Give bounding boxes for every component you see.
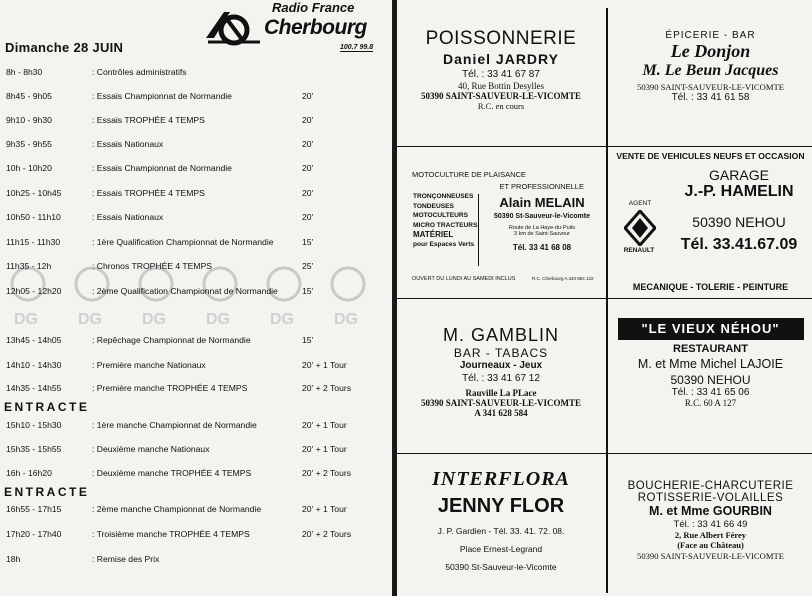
ad-phone: Tél. : 33 41 67 87 [462, 69, 540, 80]
ad-owner: J.-P. HAMELIN [684, 183, 794, 200]
ad-owner: M. et Mme Michel LAJOIE [637, 357, 784, 371]
logo-main-text: Cherbourg [264, 16, 367, 39]
ad-rc: R.C. Cherbourg A 340 884 122 [532, 276, 594, 281]
schedule-row: 16h55 - 17h15 : 2ème manche Championnat de Normandie 20' + 1 Tour [6, 504, 347, 514]
ad-title: "LE VIEUX NÉHOU" [641, 321, 780, 336]
ad-phone: Tél. : 33 41 65 06 [671, 387, 750, 398]
ad-epicerie [609, 30, 812, 103]
schedule-panel [0, 0, 392, 596]
schedule-row: 14h35 - 14h55 : Première manche TROPHÉE 4 TEMPS 20' + 2 Tours [6, 383, 352, 393]
ad-brand: RENAULT [623, 247, 655, 254]
ad-route: Route de La Haye-du-Puits [508, 225, 576, 231]
ad-owner: M. et Mme GOURBIN [649, 504, 772, 518]
ad-title: ÉPICERIE - BAR [665, 30, 756, 41]
ad-vieux-nehou [609, 343, 812, 408]
ad-route: 3 km de Saint-Sauveur [514, 231, 570, 237]
ad-address: Rauville La PLace [465, 388, 537, 398]
schedule-row: 14h10 - 14h30 : Première manche Nationaux 20' + 1 Tour [6, 360, 347, 370]
ad-city: 50390 SAINT-SAUVEUR-LE-VICOMTE [637, 551, 784, 561]
ad-city: 50390 SAINT-SAUVEUR-LE-VICOMTE [421, 398, 581, 408]
ad-shop-name: JENNY FLOR [437, 495, 565, 517]
ad-phone: Tél. 33.41.67.09 [680, 236, 798, 253]
schedule-row: 9h35 - 9h55 : Essais Nationaux 20' [6, 139, 314, 149]
ad-rc: R.C. 60 A 127 [684, 398, 737, 408]
ad-address: Place Ernest-Legrand [459, 544, 543, 554]
radio-logo-icon [204, 8, 262, 46]
divider-horizontal [397, 298, 812, 299]
ad-footer: OUVERT DU LUNDI AU SAMEDI INCLUS [412, 276, 516, 282]
watermark-letter: DG [142, 311, 166, 328]
ad-phone: Tél. : 33 41 66 49 [673, 519, 748, 530]
ad-owner: Daniel JARDRY [443, 51, 559, 67]
schedule-row: 8h - 8h30 : Contrôles administratifs [6, 67, 187, 77]
entracte-label: ENTRACTE [4, 400, 90, 414]
schedule-row: 15h35 - 15h55 : Deuxième manche Nationaux 20' + 1 Tour [6, 444, 347, 454]
ad-city: 50390 NEHOU [670, 373, 751, 387]
ad-interflora [398, 468, 604, 572]
ad-subtitle: Journeaux - Jeux [459, 360, 543, 371]
ad-shop-name: Le Donjon [670, 41, 751, 61]
schedule-row: 11h15 - 11h30 : 1ère Qualification Championnat de Normandie 15' [6, 237, 314, 247]
schedule-row: 15h10 - 15h30 : 1ère manche Championnat de Normandie 20' + 1 Tour [6, 420, 347, 430]
schedule-row: 8h45 - 9h05 : Essais Championnat de Normandie 20' [6, 91, 314, 101]
ad-owner: M. GAMBLIN [442, 325, 559, 345]
ad-rc: A 341 628 584 [474, 408, 528, 418]
ad-title: BOUCHERIE-CHARCUTERIE [627, 480, 794, 492]
schedule-row: 13h45 - 14h05 : Repêchage Championnat de Normandie 15' [6, 335, 314, 345]
ad-city: 50390 St-Sauveur-le-Vicomte [494, 213, 590, 220]
ad-header: MOTOCULTURE DE PLAISANCE [412, 170, 526, 179]
watermark-letter: DG [270, 311, 294, 328]
ad-title: ROTISSERIE-VOLAILLES [637, 492, 784, 504]
schedule-row: 17h20 - 17h40 : Troisième manche TROPHÉE 4 TEMPS 20' + 2 Tours [6, 529, 352, 539]
logo-top-text: Radio France [272, 0, 355, 15]
ad-subtitle: BAR - TABACS [453, 346, 549, 360]
ad-city: 50390 St-Sauveur-le-Vicomte [445, 562, 557, 572]
ad-city: 50390 NEHOU [692, 214, 786, 230]
ad-phone: Tél. : 33 41 67 12 [462, 373, 540, 384]
radio-france-logo [204, 0, 390, 62]
ad-agent: AGENT [628, 200, 652, 207]
ad-city: 50390 SAINT-SAUVEUR-LE-VICOMTE [637, 82, 784, 92]
ad-poissonnerie [398, 28, 604, 111]
ad-address: 2, Rue Albert Férey [674, 530, 747, 540]
ad-address: (Face au Château) [677, 540, 744, 550]
ad-title: INTERFLORA [432, 468, 570, 490]
ad-header: VENTE DE VEHICULES NEUFS ET OCCASION [616, 151, 805, 161]
schedule-row: 9h10 - 9h30 : Essais TROPHÉE 4 TEMPS 20' [6, 115, 314, 125]
ad-product-list: TRONÇONNEUSES TONDEUSES MOTOCULTEURS MICRO TRACTEURS MATÉRIEL pour Espaces Verts [413, 193, 478, 248]
ad-inner-divider [478, 194, 479, 266]
ad-garage [666, 167, 812, 254]
schedule-row: 11h35 - 12h : Chronos TROPHÉE 4 TEMPS 25' [6, 261, 314, 271]
schedule-row: 16h - 16h20 : Deuxième manche TROPHÉE 4 TEMPS 20' + 2 Tours [6, 468, 352, 478]
watermark-letter: DG [206, 311, 230, 328]
schedule-row: 10h - 10h20 : Essais Championnat de Normandie 20' [6, 163, 314, 173]
ad-title: POISSONNERIE [425, 28, 577, 49]
ad-rc: R.C. en cours [477, 101, 525, 111]
watermark-letter: DG [78, 311, 102, 328]
divider-horizontal [397, 453, 812, 454]
ad-address: 40, Rue Bottin Desylles [458, 81, 544, 91]
divider-vertical [606, 8, 608, 593]
ad-gamblin [398, 325, 604, 418]
ad-contact [480, 195, 604, 252]
ad-owner: Alain MELAIN [499, 195, 585, 210]
schedule-row: 12h05 - 12h20 : 2ème Qualification Championnat de Normandie 15' [6, 286, 314, 296]
watermark-letter: DG [14, 311, 38, 328]
ad-gourbin [609, 480, 812, 561]
ad-header: ET PROFESSIONNELLE [499, 182, 584, 191]
ad-phone: Tél. : 33 41 61 58 [671, 92, 750, 103]
logo-frequency: 100.7 99.8 [340, 44, 374, 51]
ad-footer: MECANIQUE - TOLERIE - PEINTURE [632, 282, 789, 292]
entracte-label: ENTRACTE [4, 485, 90, 499]
ad-owner: M. Le Beun Jacques [642, 62, 779, 79]
schedule-row: 18h : Remise des Prix [6, 554, 160, 564]
schedule-row: 10h25 - 10h45 : Essais TROPHÉE 4 TEMPS 20' [6, 188, 314, 198]
ad-subtitle: RESTAURANT [673, 343, 748, 355]
schedule-row: 10h50 - 11h10 : Essais Nationaux 20' [6, 212, 314, 222]
ad-city: 50390 SAINT-SAUVEUR-LE-VICOMTE [421, 91, 581, 101]
divider-horizontal [397, 146, 812, 147]
renault-logo-icon [624, 210, 656, 246]
ad-title: GARAGE [709, 167, 769, 183]
ad-phone: Tél. 33 41 68 08 [512, 243, 572, 252]
watermark-letter: DG [334, 311, 358, 328]
schedule-day-title: Dimanche 28 JUIN [5, 40, 124, 55]
ad-phone: J. P. Gardien - Tél. 33. 41. 72. 08. [437, 526, 565, 536]
